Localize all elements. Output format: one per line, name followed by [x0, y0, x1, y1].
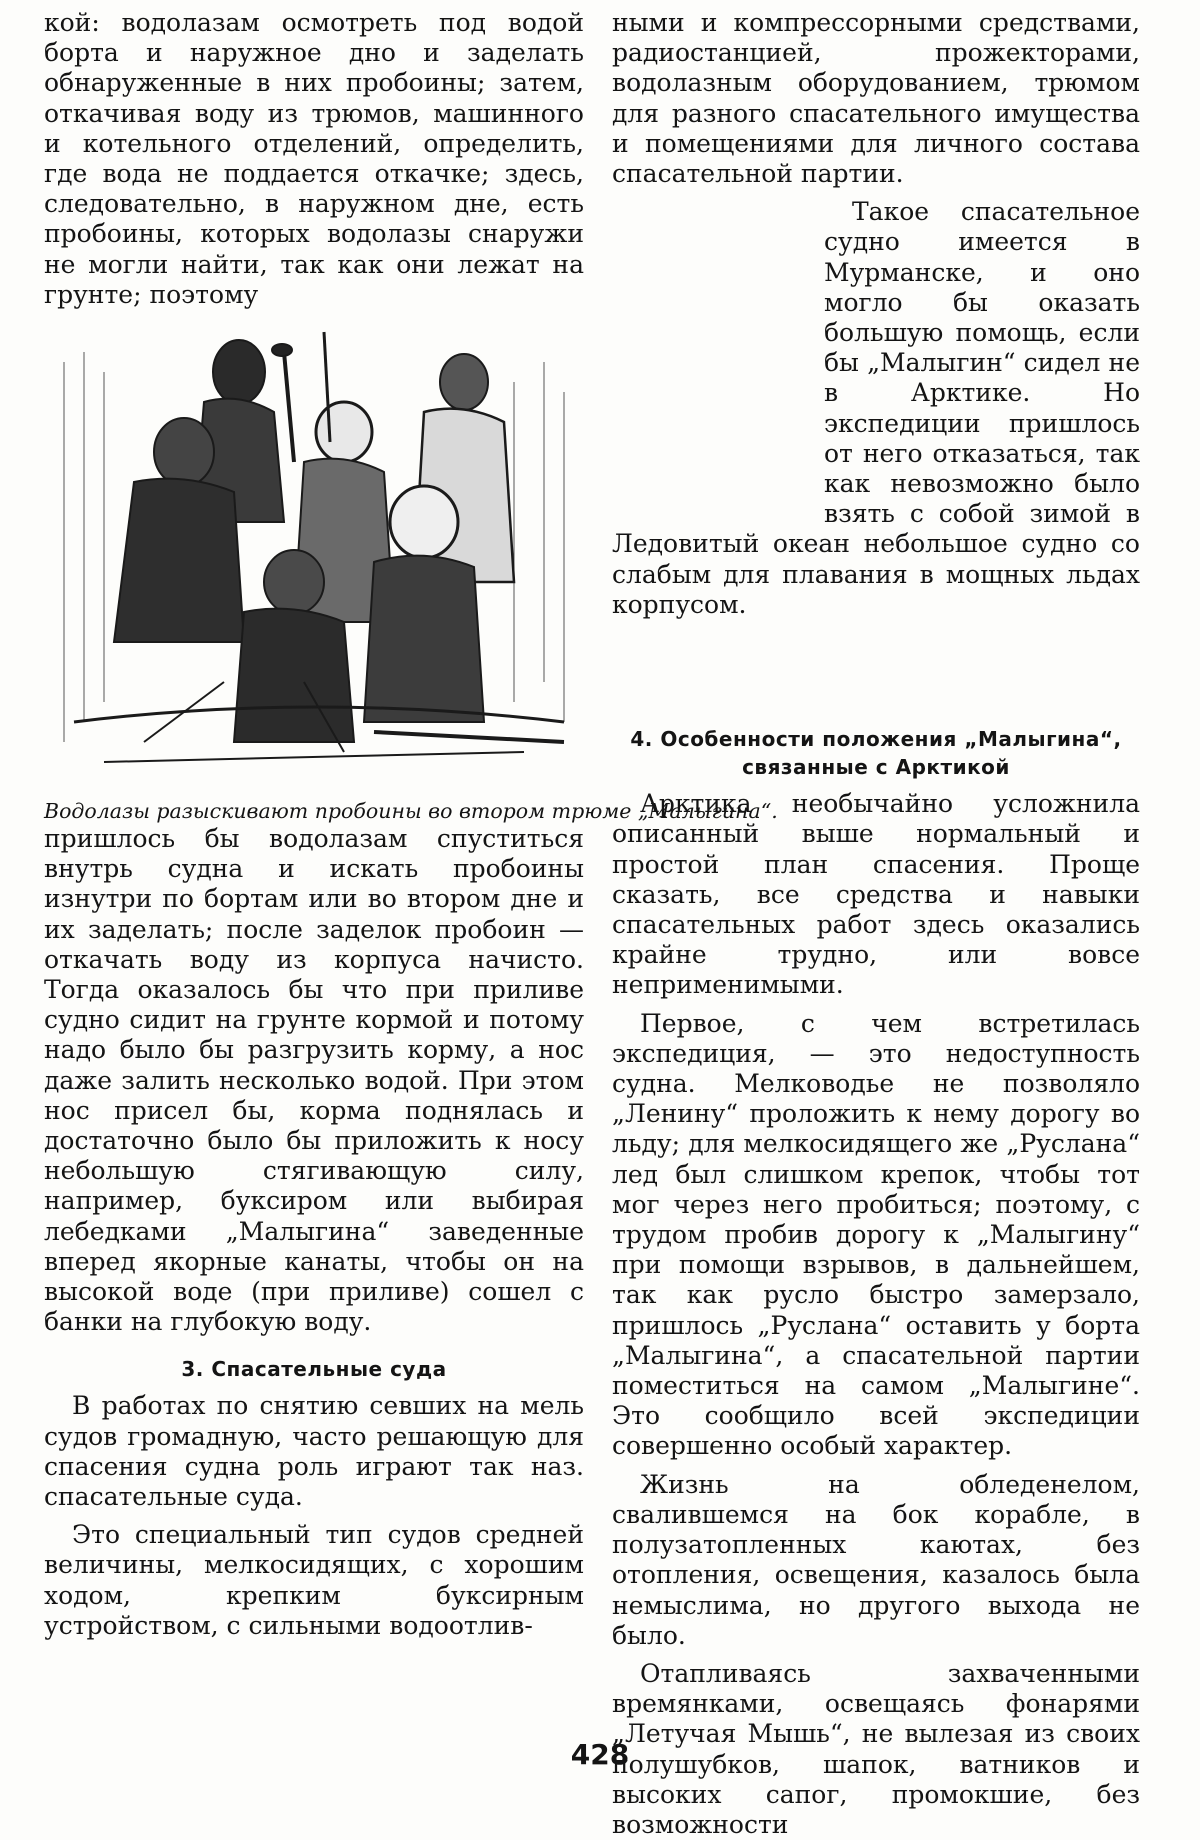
illustration-overlap-space — [612, 197, 824, 517]
left-column — [44, 8, 778, 1641]
right-top-paragraph: ными и компрессорными средствами, радиостанцией, прожекторами, водолазным оборудованием, трюмом для разного спасательного имущества и помещениями для личного состава спасательной партии. — [612, 8, 1140, 189]
rescue-ship-paragraph: Такое спасательное судно имеется в Мурманске, и оно могло бы оказать большую помощь, если бы „Малыгин“ сидел не в Арктике. Но экспедиции пришлось от него отказаться, так как невозможно было взять с собой зимой в Ледовитый океан небольшое судно со слабым для плавания в мощных льдах корпусом. — [612, 197, 1140, 619]
right-column — [612, 8, 1140, 1840]
left-paragraph-after-figure: пришлось бы водолазам спуститься внутрь судна и искать пробоины изнутри по бортам или во втором дне и их заделать; после заделок пробоин — откачать воду из корпуса начисто. Тогда оказалось бы что при приливе судно сидит на грунте кормой и потому надо было бы разгрузить корму, а нос даже залить несколько водой. При этом нос присел бы, корма поднялась и достаточно было бы приложить к носу небольшую стягивающую силу, например, буксиром или выбирая лебедками „Малыгина“ заведенные вперед якорные канаты, чтобы он на высокой воде (при приливе) сошел с банки на глубокую воду. — [44, 824, 584, 1337]
section-4-paragraph-4: Отапливаясь захваченными времянками, освещаясь фонарями „Летучая Мышь“, не вылезая из своих полушубков, шапок, ватников и высоких сапог, промокшие, без возможности — [612, 1658, 1140, 1839]
divers-illustration — [44, 322, 584, 792]
section-4-heading: 4. Особенности положения „Малыгина“, связанные с Арктикой — [630, 727, 1122, 780]
section-3-heading: 3. Спасательные суда — [181, 1357, 447, 1382]
left-top-paragraph: кой: водолазам осмотреть под водой борта и наружное дно и заделать обнаруженные в них пробоины; затем, откачивая воду из трюмов, машинного и котельного отделений, определить, где вода не поддается откачке; здесь, следовательно, в наружном дне, есть пробоины, которых водолазы снаружи не могли найти, так как они лежат на грунте; поэтому — [44, 8, 584, 309]
section-4-paragraph-1: Арктика необычайно усложнила описанный выше нормальный и простой план спасения. Проще сказать, все средства и навыки спасательных работ здесь оказались крайне трудно, или вовсе неприменимыми. — [612, 789, 1140, 1000]
section-4-paragraph-2: Первое, с чем встретилась экспедиция, — это недоступность судна. Мелководье не позволяло „Ленину“ проложить к нему дорогу во льду; для мелкосидящего же „Руслана“ лед был слишком крепок, чтобы тот мог через него пробиться; поэтому, с трудом пробив дорогу к „Малыгину“ при помощи взрывов, в дальнейшем, так как русло быстро замерзало, пришлось „Руслана“ оставить у борта „Малыгина“, а спасательной партии поместиться на самом „Малыгине“. Это сообщило всей экспедиции совершенно особый характер. — [612, 1008, 1140, 1461]
section-3-paragraph-2: Это специальный тип судов средней величины, мелкосидящих, с хорошим ходом, крепким буксирным устройством, с сильными водоотлив- — [44, 1520, 584, 1640]
figure-caption: Водолазы разыскивают пробоины во втором трюме „Малыгина“. — [44, 799, 778, 823]
page-number: 428 — [570, 1738, 630, 1771]
section-3-paragraph-1: В работах по снятию севших на мель судов громадную, часто решающую для спасения судна роль играют так наз. спасательные суда. — [44, 1391, 584, 1512]
divers-drawing — [44, 322, 584, 792]
right-float-region — [612, 197, 1140, 717]
section-4-paragraph-3: Жизнь на обледенелом, свалившемся на бок корабле, в полузатопленных каютах, без отопления, освещения, казалось была немыслима, но другого выхода не было. — [612, 1469, 1140, 1650]
